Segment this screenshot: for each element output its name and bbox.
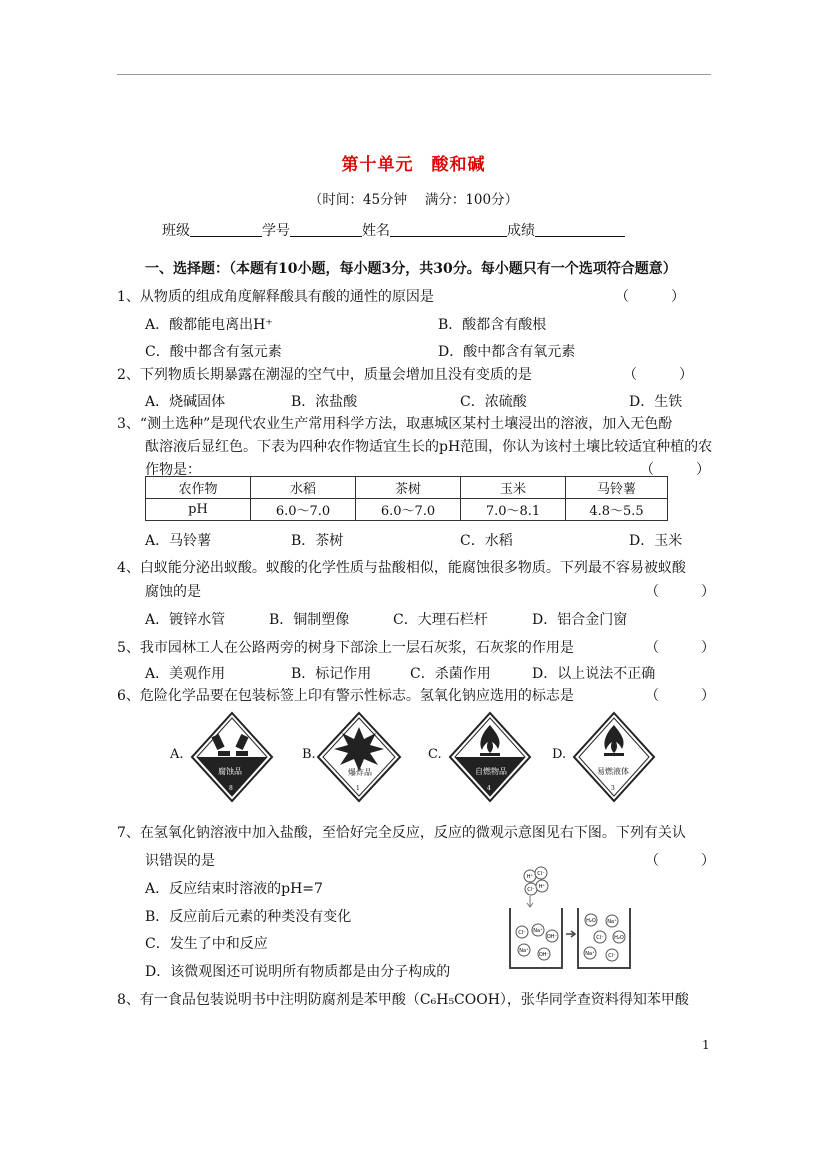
ion-label: Cl⁻ [518, 930, 526, 936]
info-line [162, 220, 625, 240]
option-d[interactable]: D．该微观图还可说明所有物质都是由分子构成的 [145, 964, 451, 980]
option-d[interactable]: D．以上说法不正确 [532, 666, 656, 682]
header-rule [117, 74, 711, 75]
question-stem: 7、在氢氧化钠溶液中加入盐酸，至恰好完全反应，反应的微观示意图见右下图。下列有关认 [117, 825, 686, 841]
option-c[interactable]: C．杀菌作用 [410, 666, 491, 682]
table-row [146, 499, 668, 521]
table-cell: 4.8～5.5 [566, 499, 668, 521]
ph-range-table [145, 476, 668, 521]
number-label: 学号 [262, 223, 290, 239]
sign-label: 自燃物品 [475, 767, 507, 776]
ion-label: OH⁻ [546, 934, 558, 940]
question-stem: 酞溶液后显红色。下表为四种农作物适宜生长的pH范围，你认为该村土壤比较适宜种植的农 [145, 439, 713, 455]
ion-label: OH⁻ [538, 952, 550, 958]
answer-paren: （ ） [640, 462, 710, 478]
section-heading: 一、选择题：（本题有10小题，每小题3分，共30分。每小题只有一个选项符合题意） [145, 261, 677, 277]
score-label: 成绩 [507, 223, 535, 239]
sign-label: 易燃液体 [597, 767, 629, 776]
sign-letter: D. [552, 747, 567, 762]
sign-class-number: 8 [229, 785, 233, 792]
corrosive-sign-option[interactable] [170, 709, 280, 809]
question-stem: 6、危险化学品要在包装标签上印有警示性标志。氢氧化钠应选用的标志是 [117, 688, 574, 704]
class-label: 班级 [162, 223, 190, 239]
answer-paren: （ ） [645, 688, 715, 704]
option-c[interactable]: C．水稻 [460, 533, 513, 549]
answer-paren: （ ） [623, 367, 693, 383]
option-b[interactable]: B．铜制塑像 [269, 612, 350, 628]
option-b[interactable]: B．标记作用 [291, 666, 372, 682]
table-header-row [146, 477, 668, 499]
question-stem: 8、有一食品包装说明书中注明防腐剂是苯甲酸（C₆H₅COOH），张华同学查资料得知苯甲酸 [117, 992, 689, 1008]
question-stem: 2、下列物质长期暴露在潮湿的空气中，质量会增加且没有变质的是 [117, 367, 532, 383]
option-b[interactable]: B．反应前后元素的种类没有变化 [145, 909, 352, 925]
sign-label: 爆炸品 [348, 768, 372, 777]
dropped-ions [524, 867, 548, 907]
explosive-sign-option[interactable] [302, 709, 412, 809]
ion-label: Cl⁻ [596, 935, 604, 941]
option-a[interactable]: A．酸都能电离出H⁺ [145, 317, 273, 333]
option-a[interactable]: A．美观作用 [145, 666, 226, 682]
flame-icon [552, 709, 662, 809]
corrosive-icon [170, 709, 280, 809]
spontaneous-combustion-sign-option[interactable] [428, 709, 538, 809]
explosive-icon [302, 709, 412, 809]
ion-label: Na⁺ [585, 951, 595, 957]
option-b[interactable]: B．茶树 [291, 533, 344, 549]
ion-label: H⁺ [538, 884, 546, 890]
option-b[interactable]: B．酸都含有酸根 [438, 317, 547, 333]
ion-label: Na⁺ [519, 948, 529, 954]
option-a[interactable]: A．镀锌水管 [145, 612, 226, 628]
flammable-liquid-sign-option[interactable] [552, 709, 662, 809]
score-field[interactable] [535, 222, 625, 237]
flame-icon [428, 709, 538, 809]
ion-label: H₂O [614, 935, 624, 941]
ion-label: Na⁺ [607, 919, 617, 925]
table-cell: 玉米 [461, 477, 566, 499]
page-title: 第十单元 酸和碱 [341, 155, 486, 175]
ion-label: H⁺ [526, 874, 534, 880]
ion-label: H₂O [586, 918, 596, 924]
question-stem: 5、我市园林工人在公路两旁的树身下部涂上一层石灰浆，石灰浆的作用是 [117, 640, 574, 656]
option-c[interactable]: C．发生了中和反应 [145, 936, 268, 952]
option-c[interactable]: C．大理石栏杆 [393, 612, 488, 628]
sign-letter: B. [302, 747, 316, 762]
option-d[interactable]: D．酸中都含有氧元素 [438, 344, 576, 360]
ion-label: Cl⁻ [527, 887, 535, 893]
question-stem: 识错误的是 [145, 853, 215, 869]
table-cell: 茶树 [356, 477, 461, 499]
name-field[interactable] [390, 222, 507, 237]
question-stem: 腐蚀的是 [145, 584, 201, 600]
answer-paren: （ ） [615, 289, 685, 305]
ions-after [584, 914, 625, 961]
table-cell: pH [146, 499, 251, 521]
sign-letter: A. [170, 747, 184, 762]
sign-label: 腐蚀品 [218, 767, 242, 776]
ion-label: Na⁺ [533, 928, 543, 934]
ion-label: Cl⁻ [537, 871, 545, 877]
table-cell: 7.0～8.1 [461, 499, 566, 521]
class-field[interactable] [190, 222, 262, 237]
sign-class-number: 4 [487, 785, 491, 792]
table-cell: 6.0～7.0 [251, 499, 356, 521]
table-cell: 农作物 [146, 477, 251, 499]
option-c[interactable]: C．酸中都含有氢元素 [145, 344, 282, 360]
answer-paren: （ ） [645, 640, 715, 656]
option-a[interactable]: A．烧碱固体 [145, 394, 226, 410]
answer-paren: （ ） [645, 853, 715, 869]
table-cell: 水稻 [251, 477, 356, 499]
option-a[interactable]: A．反应结束时溶液的pH=7 [145, 881, 323, 897]
ions-before [516, 924, 558, 960]
exam-meta: （时间：45分钟 满分：100分） [308, 192, 519, 208]
option-d[interactable]: D．铝合金门窗 [532, 612, 628, 628]
page-number: 1 [702, 1038, 710, 1052]
neutralization-diagram [500, 864, 640, 974]
question-stem: 1、从物质的组成角度解释酸具有酸的通性的原因是 [117, 289, 434, 305]
question-stem: 作物是： [145, 462, 201, 478]
answer-paren: （ ） [645, 584, 715, 600]
name-label: 姓名 [362, 223, 390, 239]
table-cell: 马铃薯 [566, 477, 668, 499]
option-c[interactable]: C．浓硫酸 [460, 394, 527, 410]
table-cell: 6.0～7.0 [356, 499, 461, 521]
option-d[interactable]: D．生铁 [629, 394, 683, 410]
option-d[interactable]: D．玉米 [629, 533, 683, 549]
sign-class-number: 1 [356, 785, 360, 792]
sign-letter: C. [428, 747, 442, 762]
option-a[interactable]: A．马铃薯 [145, 533, 212, 549]
question-stem: 4、白蚁能分泌出蚁酸。蚁酸的化学性质与盐酸相似，能腐蚀很多物质。下列最不容易被蚁酸 [117, 560, 686, 576]
question-stem: 3、“测土选种”是现代农业生产常用科学方法，取惠城区某村土壤浸出的溶液，加入无色酚 [117, 416, 673, 432]
ion-label: Cl⁻ [608, 953, 616, 959]
sign-class-number: 3 [611, 785, 615, 792]
number-field[interactable] [290, 222, 362, 237]
option-b[interactable]: B．浓盐酸 [291, 394, 358, 410]
